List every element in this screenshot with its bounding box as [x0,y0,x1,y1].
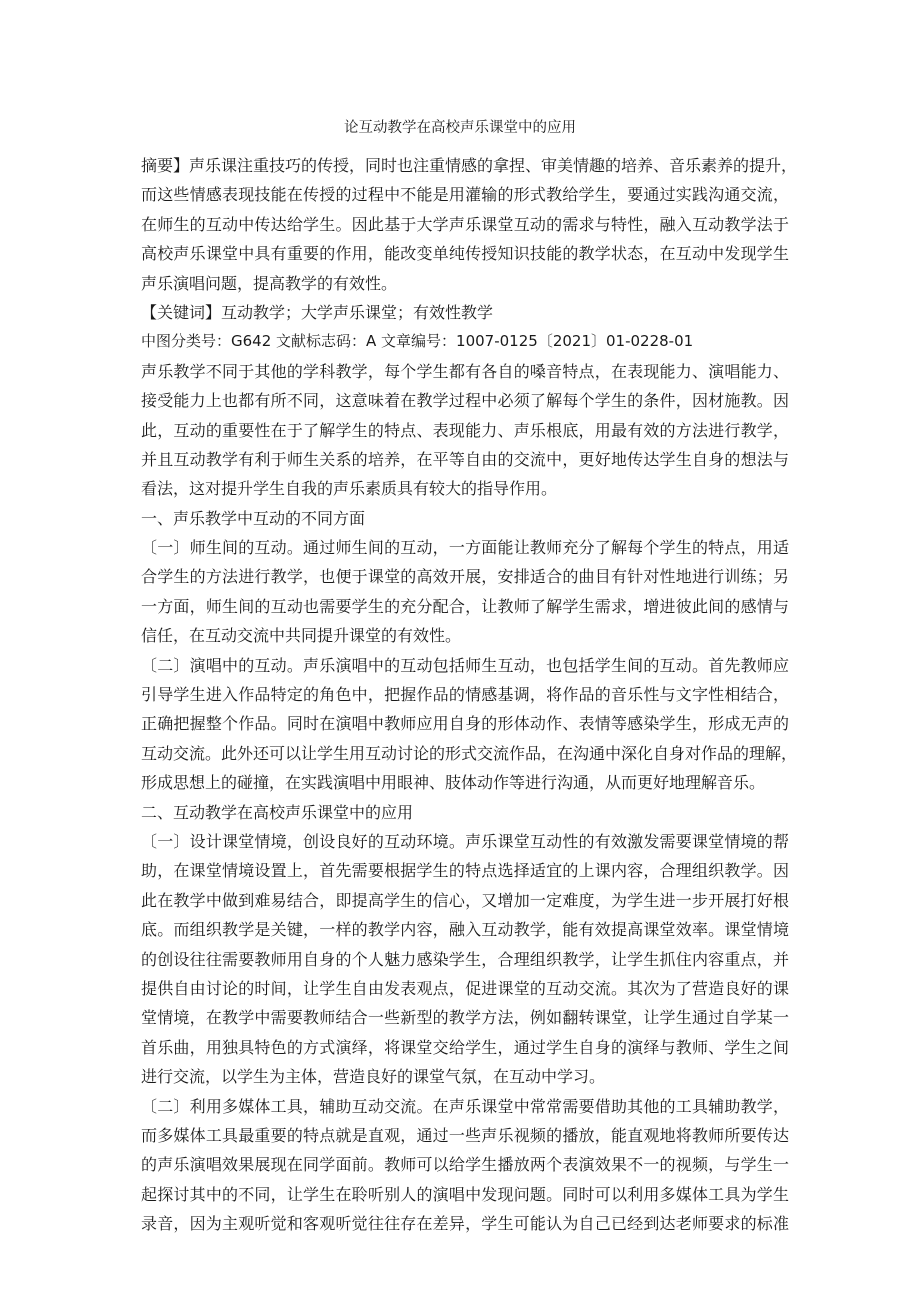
text-line: 引导学生进入作品特定的角色中，把握作品的情感基调，将作品的音乐性与文字性相结合， [141,685,789,705]
text-line: 正确把握整个作品。同时在演唱中教师应用自身的形体动作、表情等感染学生，形成无声的 [141,714,789,734]
text-line: 中图分类号：G642 文献标志码：A 文章编号：1007-0125〔2021〕01-0228-01 [141,332,694,351]
text-line: 声乐演唱问题，提高教学的有效性。 [141,273,398,293]
text-line: 起探讨其中的不同，让学生在聆听别人的演唱中发现问题。同时可以利用多媒体工具为学生 [141,1184,789,1204]
text-line: 一方面，师生间的互动也需要学生的充分配合，让教师了解学生需求，增进彼此间的感情与 [141,596,789,616]
text-line: 底。而组织教学是关键，一样的教学内容，融入互动教学，能有效提高课堂效率。课堂情境 [141,920,789,940]
text-line: 一、声乐教学中互动的不同方面 [141,508,366,528]
text-line: 〔一〕师生间的互动。通过师生间的互动，一方面能让教师充分了解每个学生的特点，用适 [141,538,789,558]
text-line: 看法，这对提升学生自我的声乐素质具有较大的指导作用。 [141,479,558,499]
text-line: 助，在课堂情境设置上，首先需要根据学生的特点选择适宜的上课内容，合理组织教学。因 [141,861,789,881]
text-line: 高校声乐课堂中具有重要的作用，能改变单纯传授知识技能的教学状态，在互动中发现学生 [141,244,789,264]
text-line: 〔二〕演唱中的互动。声乐演唱中的互动包括师生互动，也包括学生间的互动。首先教师应 [141,655,789,675]
page-title: 论互动教学在高校声乐课堂中的应用 [344,120,576,136]
text-line: 形成思想上的碰撞，在实践演唱中用眼神、肢体动作等进行沟通，从而更好地理解音乐。 [141,773,766,793]
text-line: 提供自由讨论的时间，让学生自由发表观点，促进课堂的互动交流。其次为了营造良好的课 [141,978,789,998]
article-body [141,151,798,1238]
text-line: 摘要】声乐课注重技巧的传授，同时也注重情感的拿捏、审美情趣的培养、音乐素养的提升， [141,156,798,175]
text-line: 堂情境，在教学中需要教师结合一些新型的教学方法，例如翻转课堂，让学生通过自学某一 [141,1008,789,1028]
text-line: 此，互动的重要性在于了解学生的特点、表现能力、声乐根底，用最有效的方法进行教学， [141,420,789,440]
text-line: 〔一〕设计课堂情境，创设良好的互动环境。声乐课堂互动性的有效激发需要课堂情境的帮 [141,831,789,851]
text-line: 进行交流，以学生为主体，营造良好的课堂气氛，在互动中学习。 [141,1067,606,1087]
text-line: 声乐教学不同于其他的学科教学，每个学生都有各自的嗓音特点，在表现能力、演唱能力、 [141,361,789,381]
text-line: 录音，因为主观听觉和客观听觉往往存在差异，学生可能认为自己已经到达老师要求的标准 [141,1214,789,1234]
text-line: 的创设往往需要教师用自身的个人魅力感染学生，合理组织教学，让学生抓住内容重点，并 [141,949,789,969]
text-line: 的声乐演唱效果展现在同学面前。教师可以给学生播放两个表演效果不一的视频，与学生一 [141,1155,789,1175]
text-line: 此在教学中做到难易结合，即提高学生的信心，又增加一定难度，为学生进一步开展打好根 [141,890,789,910]
text-line: 信任，在互动交流中共同提升课堂的有效性。 [141,626,462,646]
text-line: 并且互动教学有利于师生关系的培养，在平等自由的交流中，更好地传达学生自身的想法与 [141,449,789,469]
text-line: 合学生的方法进行教学，也便于课堂的高效开展，安排适合的曲目有针对性地进行训练；另 [141,567,789,587]
text-line: 而多媒体工具最重要的特点就是直观，通过一些声乐视频的播放，能直观地将教师所要传达 [141,1125,789,1145]
text-line: 互动交流。此外还可以让学生用互动讨论的形式交流作品，在沟通中深化自身对作品的理解， [141,743,798,763]
text-line: 〔二〕利用多媒体工具，辅助互动交流。在声乐课堂中常常需要借助其他的工具辅助教学， [141,1096,789,1116]
text-line: 在师生的互动中传达给学生。因此基于大学声乐课堂互动的需求与特性，融入互动教学法于 [141,214,789,234]
text-line: 二、互动教学在高校声乐课堂中的应用 [141,802,414,822]
text-line: 首乐曲，用独具特色的方式演绎，将课堂交给学生，通过学生自身的演绎与教师、学生之间 [141,1037,789,1057]
text-line: 而这些情感表现技能在传授的过程中不能是用灌输的形式教给学生，要通过实践沟通交流， [141,185,789,205]
text-line: 接受能力上也都有所不同，这意味着在教学过程中必须了解每个学生的条件，因材施教。因 [141,391,789,411]
text-line: 【关键词】互动教学；大学声乐课堂；有效性教学 [141,302,494,322]
